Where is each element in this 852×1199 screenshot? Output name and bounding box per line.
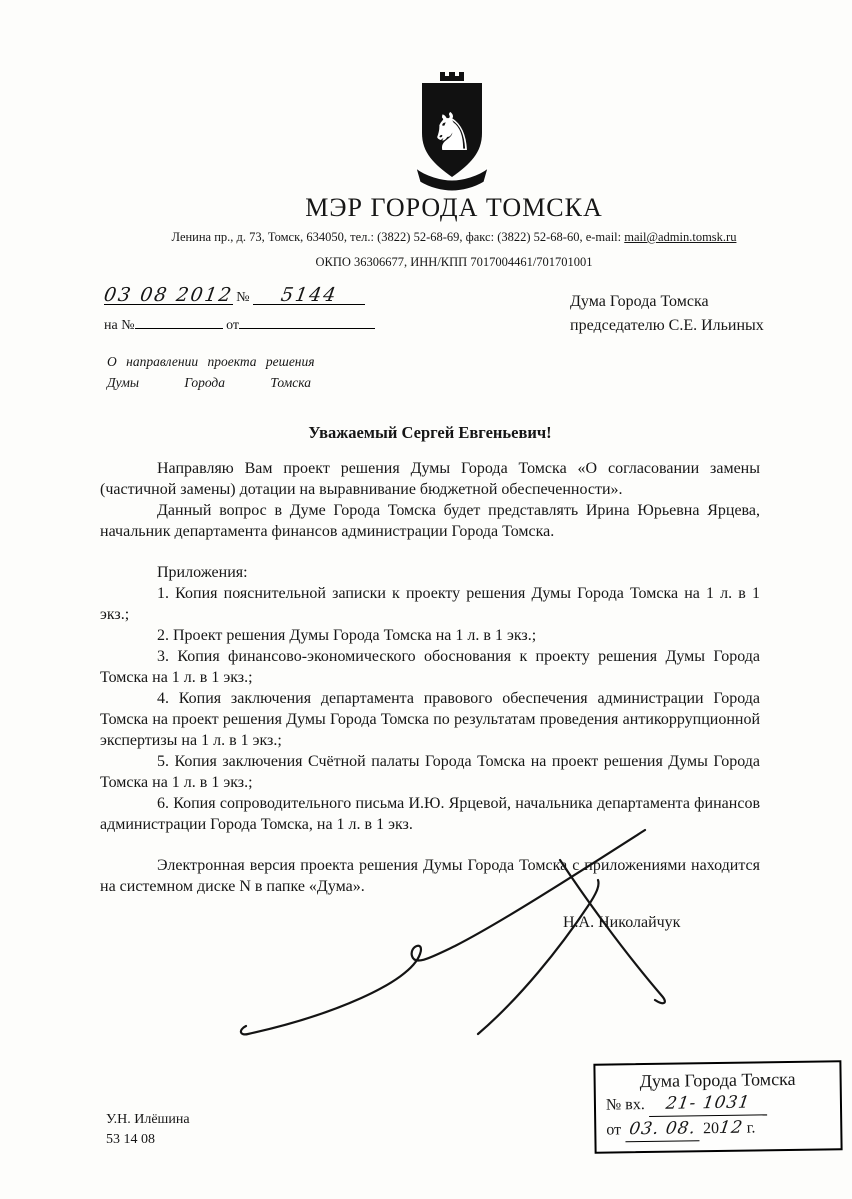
letter-body <box>100 458 760 897</box>
recipient-person: председателю С.Е. Ильиных <box>570 317 764 334</box>
attachment-item: 1. Копия пояснительной записки к проекту решения Думы Города Томска на 1 л. в 1 экз.; <box>100 585 760 623</box>
address-text: Ленина пр., д. 73, Томск, 634050, тел.: (3822) 52-68-69, факс: (3822) 52-68-60, e-mail: <box>171 230 625 244</box>
contact-line <box>54 230 852 245</box>
recipient-block <box>570 290 764 338</box>
outgoing-row <box>104 286 375 306</box>
reply-na-label: на № <box>104 318 135 333</box>
stamp-year-prefix: 20 <box>702 1119 720 1138</box>
subject-block <box>107 352 315 394</box>
paragraph-3: Электронная версия проекта решения Думы Города Томска с приложениями находится на системном диске N в папке «Дума». <box>100 857 760 895</box>
number-label: № <box>236 290 250 305</box>
subject-line-1: О направлении проекта решения <box>107 354 315 369</box>
attachment-item: 2. Проект решения Думы Города Томска на 1 л. в 1 экз.; <box>157 627 537 644</box>
reply-number-fill-line <box>135 310 223 329</box>
white-horse-icon: ♞ <box>428 103 476 163</box>
stamp-number-row <box>606 1093 830 1117</box>
reply-date-fill-line <box>239 310 375 329</box>
incoming-number-handwritten: 21- 1031 <box>664 1092 752 1114</box>
attachments-label: Приложения: <box>157 564 248 581</box>
recipient-organization: Дума Города Томска <box>570 293 709 310</box>
registration-codes: ОКПО 36306677, ИНН/КПП 7017004461/701701001 <box>315 255 593 269</box>
paragraph-1: Направляю Вам проект решения Думы Города Томска «О согласовании замены (частичной замены) дотации на выравнивание бюджетной обеспеченности». <box>100 460 760 498</box>
crown-icon <box>440 72 464 81</box>
executor-block <box>106 1110 190 1151</box>
organization-title: МЭР ГОРОДА ТОМСКА <box>305 193 603 222</box>
date-fill-line <box>104 286 233 305</box>
subject-line-2: Думы Города Томска <box>107 374 311 390</box>
stamp-date-fill-line <box>625 1120 699 1142</box>
stamp-date-row <box>606 1118 830 1142</box>
stamp-date-handwritten: 03. 08. <box>627 1118 697 1140</box>
executor-phone: 53 14 08 <box>106 1132 155 1148</box>
stamp-year-suffix: г. <box>746 1119 756 1137</box>
stamp-organization: Дума Города Томска <box>639 1068 796 1092</box>
incoming-number-fill-line <box>649 1094 767 1117</box>
stamp-year-handwritten: 12 <box>717 1117 745 1139</box>
spacer <box>100 542 760 562</box>
attachment-item: 4. Копия заключения департамента правового обеспечения администрации Города Томска на проект решения Думы Города Томска по результатам проведения антикоррупционной экспертизы на 1 л. в 1 экз.; <box>100 690 760 749</box>
outgoing-number-handwritten: 5144 <box>279 284 340 306</box>
attachment-item: 6. Копия сопроводительного письма И.Ю. Ярцевой, начальника департамента финансов администрации Города Томска, на 1 л. в 1 экз. <box>100 795 760 833</box>
attachment-item: 5. Копия заключения Счётной палаты Города Томска на проект решения Думы Города Томска на 1 л. в 1 экз.; <box>100 753 760 791</box>
paragraph-2: Данный вопрос в Думе Города Томска будет представлять Ирина Юрьевна Ярцева, начальник департамента финансов администрации Города Томска. <box>100 502 760 540</box>
stamp-from-label: от <box>606 1121 622 1139</box>
signer-name: Н.А. Николайчук <box>563 914 681 931</box>
email-link: mail@admin.tomsk.ru <box>624 230 737 244</box>
incoming-stamp <box>593 1060 842 1153</box>
salutation: Уважаемый Сергей Евгеньевич! <box>308 423 552 442</box>
reference-block <box>104 286 375 334</box>
number-fill-line <box>253 286 365 305</box>
incoming-number-label: № вх. <box>605 1096 645 1114</box>
spacer <box>100 835 760 855</box>
outgoing-date-handwritten: 03 08 2012 <box>102 284 235 306</box>
tomsk-coat-of-arms-icon <box>410 70 494 192</box>
reply-ot-label: от <box>226 318 240 333</box>
executor-name: У.Н. Илёшина <box>106 1112 190 1127</box>
reply-to-row <box>104 310 375 334</box>
attachment-item: 3. Копия финансово-экономического обоснования к проекту решения Думы Города Томска на 1 л. в 1 экз.; <box>100 648 760 686</box>
